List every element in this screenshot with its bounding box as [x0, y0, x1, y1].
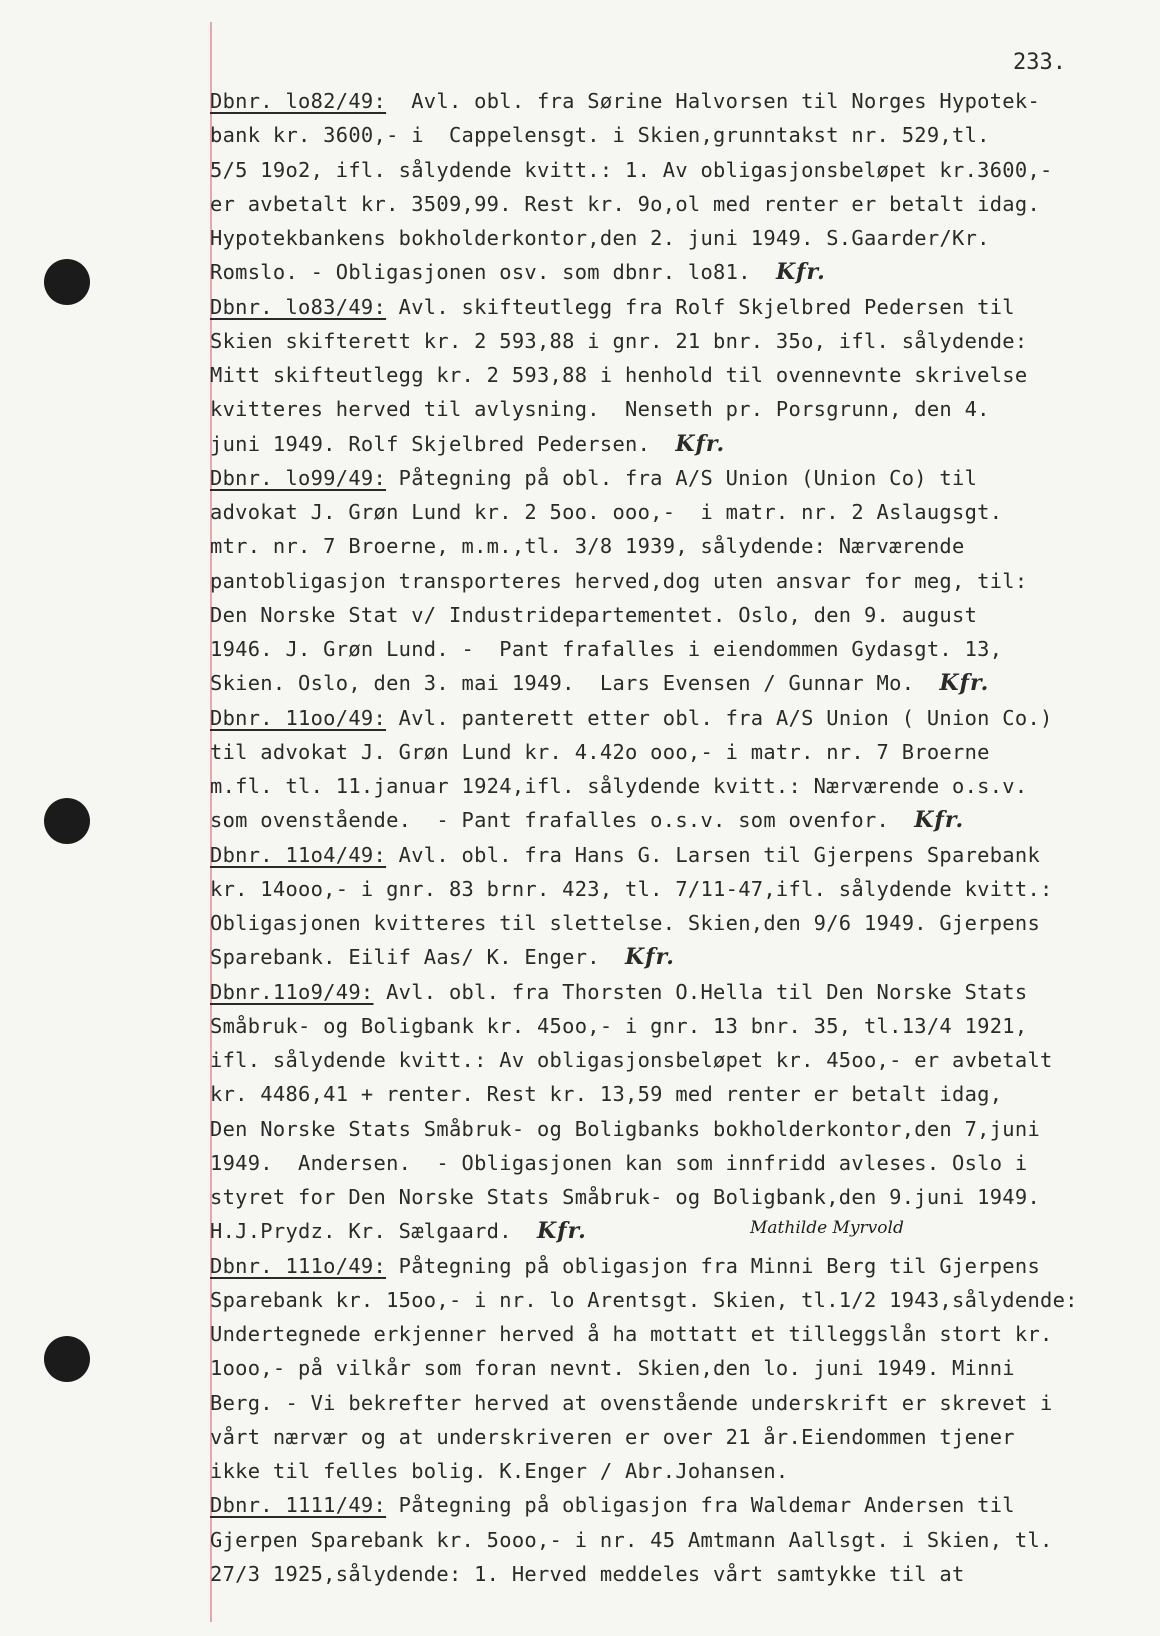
line-text: juni 1949. Rolf Skjelbred Pedersen.: [210, 431, 651, 456]
text-line: [210, 1386, 1155, 1420]
text-line: [210, 1077, 1155, 1111]
text-line: [210, 803, 1155, 837]
text-line: [210, 564, 1155, 598]
text-line: [210, 529, 1155, 563]
line-text: Den Norske Stat v/ Industridepartementet. Oslo, den 9. august: [210, 602, 978, 627]
line-text: 1949. Andersen. - Obligasjonen kan som innfridd avleses. Oslo i: [210, 1150, 1028, 1175]
line-text: Sparebank kr. 15oo,- i nr. lo Arentsgt. Skien, tl.1/2 1943,sålydende:: [210, 1287, 1078, 1312]
text-line: [210, 1009, 1155, 1043]
line-text: Påtegning på obligasjon fra Waldemar Andersen til: [386, 1493, 1015, 1518]
text-line: [210, 1420, 1155, 1454]
text-line: [210, 838, 1155, 872]
text-line: [210, 666, 1155, 700]
line-text: kvitteres herved til avlysning. Nenseth pr. Porsgrunn, den 4.: [210, 397, 990, 422]
line-text: vårt nærvær og at underskriveren er over 21 år.Eiendommen tjener: [210, 1424, 1015, 1449]
line-text: ifl. sålydende kvitt.: Av obligasjonsbeløpet kr. 45oo,- er avbetalt: [210, 1048, 1053, 1072]
text-line: [210, 255, 1155, 289]
line-text: 1ooo,- på vilkår som foran nevnt. Skien,den lo. juni 1949. Minni: [210, 1356, 1015, 1381]
text-line: [210, 358, 1155, 392]
page-number: 233.: [1013, 50, 1066, 75]
entry-reference: Dbnr. 11o4/49:: [210, 842, 387, 867]
line-text: Gjerpen Sparebank kr. 5ooo,- i nr. 45 Amtmann Aallsgt. i Skien, tl.: [210, 1527, 1053, 1552]
line-text: styret for Den Norske Stats Småbruk- og Boligbank,den 9.juni 1949.: [210, 1185, 1041, 1209]
punch-hole: [44, 259, 90, 305]
text-line: [210, 1488, 1155, 1522]
line-text: Berg. - Vi bekrefter herved at ovenstående underskrift er skrevet i: [210, 1390, 1053, 1415]
text-line: [210, 1317, 1155, 1351]
text-line: [210, 1523, 1155, 1557]
text-line: [210, 461, 1155, 495]
text-line: [210, 495, 1155, 529]
text-line: [210, 598, 1155, 632]
text-line: [210, 1283, 1155, 1317]
text-line: [210, 187, 1155, 221]
line-text: Skien. Oslo, den 3. mai 1949. Lars Evensen / Gunnar Mo.: [210, 671, 915, 696]
line-text: Romslo. - Obligasjonen osv. som dbnr. lo81.: [210, 260, 751, 285]
text-line: [210, 1557, 1155, 1591]
line-text: Den Norske Stats Småbruk- og Boligbanks bokholderkontor,den 7,juni: [210, 1116, 1041, 1141]
line-text: 1946. J. Grøn Lund. - Pant frafalles i eiendommen Gydasgt. 13,: [210, 637, 1003, 661]
entry-reference: Dbnr. lo82/49:: [210, 89, 387, 113]
line-text: Påtegning på obl. fra A/S Union (Union Co) til: [386, 465, 978, 490]
line-text: bank kr. 3600,- i Cappelensgt. i Skien,grunntakst nr. 529,tl.: [210, 123, 990, 148]
text-line: [210, 84, 1155, 118]
line-text: er avbetalt kr. 3509,99. Rest kr. 9o,ol med renter er betalt idag.: [210, 191, 1041, 216]
text-line: [210, 1112, 1155, 1146]
text-line: [210, 153, 1155, 187]
text-line: [210, 1454, 1155, 1488]
handwritten-name: Mathilde Myrvold: [750, 1218, 904, 1238]
line-text: kr. 14ooo,- i gnr. 83 brnr. 423, tl. 7/11-47,ifl. sålydende kvitt.:: [210, 876, 1053, 901]
text-line: [210, 1249, 1155, 1283]
line-text: til advokat J. Grøn Lund kr. 4.42o ooo,- i matr. nr. 7 Broerne: [210, 739, 990, 764]
line-text: kr. 4486,41 + renter. Rest kr. 13,59 med renter er betalt idag,: [210, 1082, 1003, 1107]
text-line: [210, 290, 1155, 324]
text-line: [210, 872, 1155, 906]
line-text: Avl. obl. fra Hans G. Larsen til Gjerpens Sparebank: [386, 842, 1041, 867]
text-line: [210, 1214, 1155, 1248]
line-text: 5/5 19o2, ifl. sålydende kvitt.: 1. Av obligasjonsbeløpet kr.3600,-: [210, 157, 1053, 182]
initials-signature: Kfr.: [914, 807, 965, 834]
entry-reference: Dbnr. 111o/49:: [210, 1253, 387, 1278]
line-text: advokat J. Grøn Lund kr. 2 5oo. ooo,- i matr. nr. 2 Aslaugsgt.: [210, 500, 1003, 524]
text-line: [210, 769, 1155, 803]
text-line: [210, 1146, 1155, 1180]
line-text: H.J.Prydz. Kr. Sælgaard.: [210, 1219, 512, 1244]
line-text: som ovenstående. - Pant frafalles o.s.v. som ovenfor.: [210, 808, 890, 833]
text-line: [210, 701, 1155, 735]
line-text: Småbruk- og Boligbank kr. 45oo,- i gnr. 13 bnr. 35, tl.13/4 1921,: [210, 1013, 1028, 1038]
entry-reference: Dbnr. 1111/49:: [210, 1493, 387, 1518]
line-text: Undertegnede erkjenner herved å ha mottatt et tilleggslån stort kr.: [210, 1322, 1053, 1346]
text-line: [210, 1043, 1155, 1077]
initials-signature: Kfr.: [939, 670, 990, 697]
line-text: Avl. panterett etter obl. fra A/S Union ( Union Co.): [386, 705, 1053, 730]
document-text: [210, 84, 1155, 1591]
text-line: [210, 324, 1155, 358]
line-text: Avl. obl. fra Thorsten O.Hella til Den Norske Stats: [373, 979, 1028, 1004]
initials-signature: Kfr.: [625, 944, 675, 971]
entry-reference: Dbnr. lo99/49:: [210, 465, 387, 490]
line-text: 27/3 1925,sålydende: 1. Herved meddeles vårt samtykke til at: [210, 1561, 965, 1586]
line-text: Hypotekbankens bokholderkontor,den 2. juni 1949. S.Gaarder/Kr.: [210, 226, 990, 250]
text-line: [210, 1180, 1155, 1214]
line-text: mtr. nr. 7 Broerne, m.m.,tl. 3/8 1939, sålydende: Nærværende: [210, 534, 965, 559]
initials-signature: Kfr.: [675, 430, 726, 457]
line-text: m.fl. tl. 11.januar 1924,ifl. sålydende kvitt.: Nærværende o.s.v.: [210, 774, 1028, 798]
text-line: [210, 906, 1155, 940]
line-text: Sparebank. Eilif Aas/ K. Enger.: [210, 945, 600, 970]
text-line: [210, 735, 1155, 769]
text-line: [210, 118, 1155, 152]
line-text: Avl. obl. fra Sørine Halvorsen til Norges Hypotek-: [386, 89, 1041, 113]
entry-reference: Dbnr.11o9/49:: [210, 979, 374, 1004]
line-text: Skien skifterett kr. 2 593,88 i gnr. 21 bnr. 35o, ifl. sålydende:: [210, 328, 1028, 353]
entry-reference: Dbnr. 11oo/49:: [210, 705, 387, 730]
text-line: [210, 1351, 1155, 1385]
line-text: Avl. skifteutlegg fra Rolf Skjelbred Pedersen til: [386, 294, 1015, 319]
text-line: [210, 632, 1155, 666]
initials-signature: Kfr.: [775, 259, 826, 286]
line-text: Mitt skifteutlegg kr. 2 593,88 i henhold til ovennevnte skrivelse: [210, 363, 1028, 387]
line-text: pantobligasjon transporteres herved,dog uten ansvar for meg, til:: [210, 568, 1028, 593]
punch-hole: [44, 1336, 90, 1382]
entry-reference: Dbnr. lo83/49:: [210, 294, 387, 319]
text-line: [210, 221, 1155, 255]
line-text: Obligasjonen kvitteres til slettelse. Skien,den 9/6 1949. Gjerpens: [210, 911, 1041, 935]
line-text: Påtegning på obligasjon fra Minni Berg til Gjerpens: [386, 1253, 1041, 1278]
punch-hole: [44, 798, 90, 844]
text-line: [210, 392, 1155, 426]
text-line: [210, 940, 1155, 974]
text-line: [210, 427, 1155, 461]
text-line: [210, 975, 1155, 1009]
initials-signature: Kfr.: [537, 1218, 587, 1245]
line-text: ikke til felles bolig. K.Enger / Abr.Johansen.: [210, 1459, 789, 1483]
